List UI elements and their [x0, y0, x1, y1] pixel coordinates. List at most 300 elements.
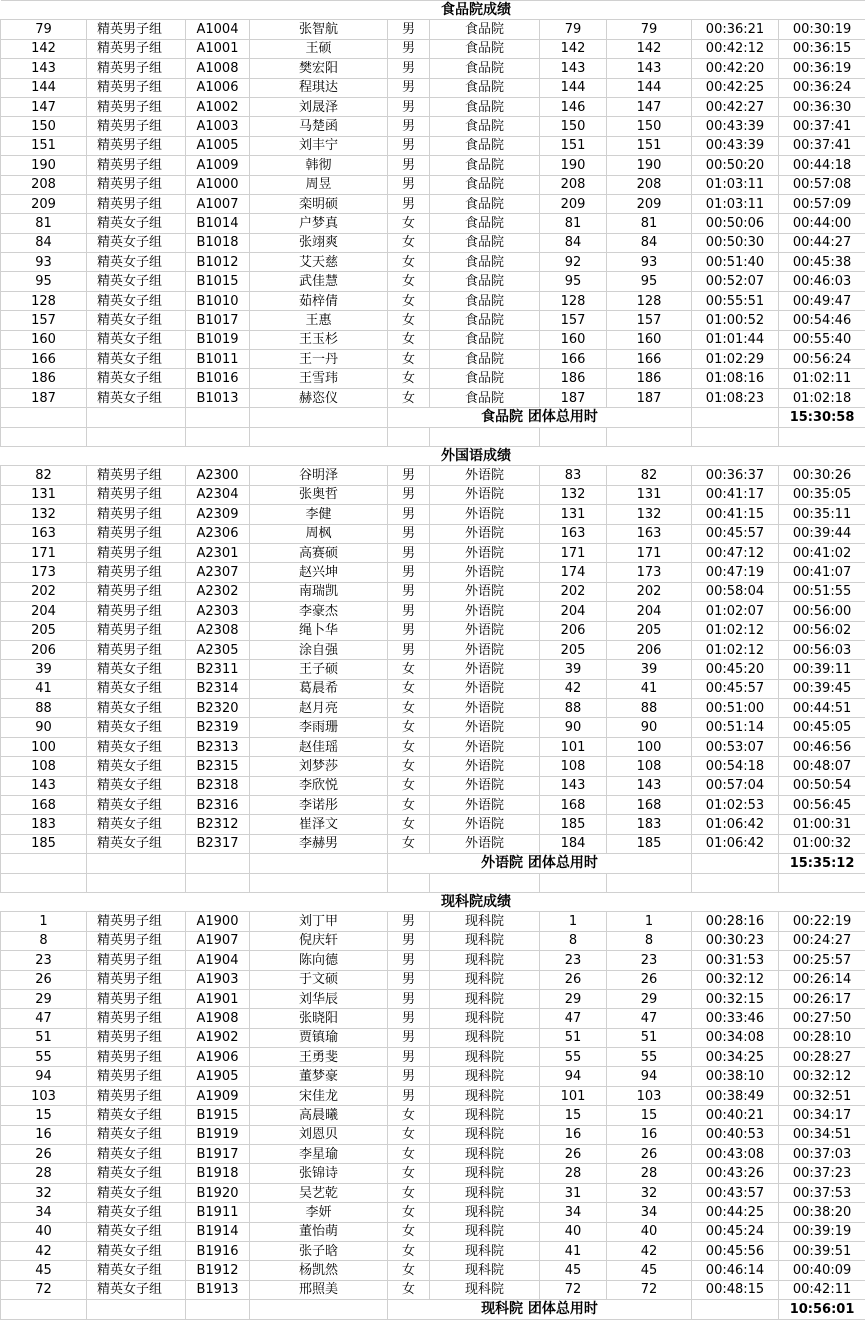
total-spacer-cell — [1, 854, 87, 873]
net-rank-cell: 160 — [607, 330, 692, 349]
table-row — [1, 699, 865, 718]
name-cell: 杨凯然 — [250, 1261, 388, 1280]
net-rank-cell: 40 — [607, 1222, 692, 1241]
rank-cell: 143 — [1, 59, 87, 78]
name-cell: 户梦真 — [250, 214, 388, 233]
gender-cell: 女 — [388, 1222, 430, 1241]
net-time-cell: 00:36:19 — [779, 59, 865, 78]
table-row — [1, 582, 865, 601]
group-cell: 精英女子组 — [87, 350, 186, 369]
gun-rank-cell: 208 — [540, 175, 607, 194]
gun-time-cell: 01:06:42 — [692, 815, 779, 834]
net-time-cell: 00:56:45 — [779, 796, 865, 815]
group-cell: 精英女子组 — [87, 834, 186, 853]
bib-cell: A1908 — [186, 1009, 250, 1028]
bib-cell: B1913 — [186, 1280, 250, 1299]
table-row — [1, 214, 865, 233]
blank-cell — [388, 873, 430, 892]
blank-row — [1, 427, 865, 446]
net-rank-cell: 88 — [607, 699, 692, 718]
bib-cell: A1905 — [186, 1067, 250, 1086]
team-total-time: 10:56:01 — [779, 1300, 865, 1319]
group-cell: 精英女子组 — [87, 1203, 186, 1222]
rank-cell: 41 — [1, 679, 87, 698]
net-rank-cell: 81 — [607, 214, 692, 233]
college-cell: 现科院 — [430, 1067, 540, 1086]
net-time-cell: 00:28:10 — [779, 1028, 865, 1047]
gender-cell: 女 — [388, 815, 430, 834]
bib-cell: A2302 — [186, 582, 250, 601]
name-cell: 倪庆轩 — [250, 931, 388, 950]
rank-cell: 208 — [1, 175, 87, 194]
net-time-cell: 00:37:03 — [779, 1145, 865, 1164]
rank-cell: 82 — [1, 466, 87, 485]
group-cell: 精英女子组 — [87, 1242, 186, 1261]
net-time-cell: 00:39:45 — [779, 679, 865, 698]
bib-cell: B1917 — [186, 1145, 250, 1164]
table-row — [1, 156, 865, 175]
gender-cell: 女 — [388, 718, 430, 737]
gun-rank-cell: 168 — [540, 796, 607, 815]
gender-cell: 男 — [388, 543, 430, 562]
rank-cell: 42 — [1, 1242, 87, 1261]
table-row — [1, 369, 865, 388]
net-time-cell: 00:26:17 — [779, 989, 865, 1008]
gun-rank-cell: 209 — [540, 194, 607, 213]
gender-cell: 男 — [388, 602, 430, 621]
college-cell: 现科院 — [430, 931, 540, 950]
net-time-cell: 00:27:50 — [779, 1009, 865, 1028]
net-time-cell: 00:37:41 — [779, 136, 865, 155]
gun-rank-cell: 34 — [540, 1203, 607, 1222]
gun-time-cell: 00:45:56 — [692, 1242, 779, 1261]
rank-cell: 34 — [1, 1203, 87, 1222]
group-cell: 精英女子组 — [87, 253, 186, 272]
group-cell: 精英男子组 — [87, 20, 186, 39]
rank-cell: 206 — [1, 640, 87, 659]
net-rank-cell: 32 — [607, 1183, 692, 1202]
gun-rank-cell: 26 — [540, 970, 607, 989]
net-time-cell: 00:56:02 — [779, 621, 865, 640]
team-total-time: 15:30:58 — [779, 408, 865, 427]
gun-rank-cell: 84 — [540, 233, 607, 252]
rank-cell: 88 — [1, 699, 87, 718]
bib-cell: A1004 — [186, 20, 250, 39]
group-cell: 精英男子组 — [87, 970, 186, 989]
gender-cell: 女 — [388, 1125, 430, 1144]
gun-rank-cell: 131 — [540, 505, 607, 524]
college-cell: 现科院 — [430, 1242, 540, 1261]
bib-cell: B1912 — [186, 1261, 250, 1280]
net-time-cell: 00:39:11 — [779, 660, 865, 679]
gun-time-cell: 00:45:20 — [692, 660, 779, 679]
table-row — [1, 253, 865, 272]
table-row — [1, 1009, 865, 1028]
net-time-cell: 00:44:51 — [779, 699, 865, 718]
gender-cell: 男 — [388, 485, 430, 504]
name-cell: 绳卜华 — [250, 621, 388, 640]
gun-rank-cell: 143 — [540, 59, 607, 78]
gun-rank-cell: 45 — [540, 1261, 607, 1280]
blank-cell — [540, 427, 607, 446]
net-rank-cell: 72 — [607, 1280, 692, 1299]
bib-cell: B1911 — [186, 1203, 250, 1222]
net-rank-cell: 100 — [607, 737, 692, 756]
gender-cell: 女 — [388, 776, 430, 795]
gun-rank-cell: 143 — [540, 776, 607, 795]
college-cell: 外语院 — [430, 815, 540, 834]
gun-rank-cell: 42 — [540, 679, 607, 698]
gun-time-cell: 00:45:24 — [692, 1222, 779, 1241]
total-spacer-cell — [250, 408, 388, 427]
net-rank-cell: 128 — [607, 291, 692, 310]
gender-cell: 男 — [388, 117, 430, 136]
gun-rank-cell: 171 — [540, 543, 607, 562]
college-cell: 外语院 — [430, 796, 540, 815]
bib-cell: B2312 — [186, 815, 250, 834]
table-row — [1, 970, 865, 989]
gender-cell: 女 — [388, 1280, 430, 1299]
section-title-spacer — [1, 446, 87, 465]
gun-rank-cell: 157 — [540, 311, 607, 330]
gender-cell: 男 — [388, 505, 430, 524]
team-total-time: 15:35:12 — [779, 854, 865, 873]
net-rank-cell: 183 — [607, 815, 692, 834]
college-cell: 食品院 — [430, 78, 540, 97]
bib-cell: B1017 — [186, 311, 250, 330]
rank-cell: 100 — [1, 737, 87, 756]
table-row — [1, 388, 865, 407]
total-spacer-cell — [692, 408, 779, 427]
college-cell: 外语院 — [430, 757, 540, 776]
bib-cell: A2306 — [186, 524, 250, 543]
college-cell: 现科院 — [430, 1261, 540, 1280]
group-cell: 精英女子组 — [87, 776, 186, 795]
gender-cell: 女 — [388, 233, 430, 252]
group-cell: 精英女子组 — [87, 272, 186, 291]
net-time-cell: 00:44:00 — [779, 214, 865, 233]
bib-cell: B2311 — [186, 660, 250, 679]
gender-cell: 男 — [388, 1067, 430, 1086]
name-cell: 程琪达 — [250, 78, 388, 97]
college-cell: 食品院 — [430, 350, 540, 369]
gender-cell: 女 — [388, 1242, 430, 1261]
gender-cell: 女 — [388, 272, 430, 291]
gun-time-cell: 00:51:14 — [692, 718, 779, 737]
college-cell: 食品院 — [430, 136, 540, 155]
college-cell: 食品院 — [430, 272, 540, 291]
bib-cell: A1904 — [186, 951, 250, 970]
gun-time-cell: 00:43:26 — [692, 1164, 779, 1183]
gun-rank-cell: 92 — [540, 253, 607, 272]
bib-cell: B1920 — [186, 1183, 250, 1202]
blank-row — [1, 873, 865, 892]
gun-rank-cell: 101 — [540, 737, 607, 756]
net-time-cell: 00:44:18 — [779, 156, 865, 175]
rank-cell: 40 — [1, 1222, 87, 1241]
bib-cell: A2300 — [186, 466, 250, 485]
gun-time-cell: 00:46:14 — [692, 1261, 779, 1280]
name-cell: 于文硕 — [250, 970, 388, 989]
net-rank-cell: 42 — [607, 1242, 692, 1261]
rank-cell: 157 — [1, 311, 87, 330]
gun-time-cell: 01:02:12 — [692, 640, 779, 659]
gun-rank-cell: 79 — [540, 20, 607, 39]
name-cell: 高赛硕 — [250, 543, 388, 562]
rank-cell: 204 — [1, 602, 87, 621]
college-cell: 现科院 — [430, 1086, 540, 1105]
gender-cell: 男 — [388, 175, 430, 194]
gender-cell: 男 — [388, 1086, 430, 1105]
rank-cell: 103 — [1, 1086, 87, 1105]
gun-rank-cell: 41 — [540, 1242, 607, 1261]
gender-cell: 男 — [388, 640, 430, 659]
gun-time-cell: 01:00:52 — [692, 311, 779, 330]
table-row — [1, 1183, 865, 1202]
group-cell: 精英男子组 — [87, 563, 186, 582]
group-cell: 精英男子组 — [87, 931, 186, 950]
net-rank-cell: 209 — [607, 194, 692, 213]
net-rank-cell: 205 — [607, 621, 692, 640]
net-rank-cell: 45 — [607, 1261, 692, 1280]
group-cell: 精英女子组 — [87, 1164, 186, 1183]
group-cell: 精英男子组 — [87, 1086, 186, 1105]
net-time-cell: 00:40:09 — [779, 1261, 865, 1280]
blank-cell — [388, 427, 430, 446]
net-rank-cell: 51 — [607, 1028, 692, 1047]
name-cell: 宋佳龙 — [250, 1086, 388, 1105]
college-cell: 外语院 — [430, 543, 540, 562]
rank-cell: 47 — [1, 1009, 87, 1028]
gun-time-cell: 00:33:46 — [692, 1009, 779, 1028]
rank-cell: 168 — [1, 796, 87, 815]
blank-cell — [430, 873, 540, 892]
gun-rank-cell: 31 — [540, 1183, 607, 1202]
blank-cell — [540, 873, 607, 892]
college-cell: 外语院 — [430, 602, 540, 621]
group-cell: 精英女子组 — [87, 1145, 186, 1164]
rank-cell: 171 — [1, 543, 87, 562]
table-row — [1, 931, 865, 950]
gun-time-cell: 00:51:00 — [692, 699, 779, 718]
gun-rank-cell: 166 — [540, 350, 607, 369]
gun-time-cell: 00:45:57 — [692, 524, 779, 543]
net-rank-cell: 84 — [607, 233, 692, 252]
table-row — [1, 1222, 865, 1241]
gender-cell: 女 — [388, 737, 430, 756]
net-time-cell: 00:57:09 — [779, 194, 865, 213]
rank-cell: 205 — [1, 621, 87, 640]
gender-cell: 男 — [388, 39, 430, 58]
net-time-cell: 01:02:18 — [779, 388, 865, 407]
college-cell: 现科院 — [430, 1222, 540, 1241]
name-cell: 董梦豪 — [250, 1067, 388, 1086]
name-cell: 张子晗 — [250, 1242, 388, 1261]
name-cell: 王硕 — [250, 39, 388, 58]
blank-cell — [779, 427, 865, 446]
gender-cell: 男 — [388, 970, 430, 989]
bib-cell: A1003 — [186, 117, 250, 136]
gun-time-cell: 00:42:25 — [692, 78, 779, 97]
rank-cell: 90 — [1, 718, 87, 737]
rank-cell: 151 — [1, 136, 87, 155]
bib-cell: B1019 — [186, 330, 250, 349]
net-rank-cell: 39 — [607, 660, 692, 679]
college-cell: 外语院 — [430, 582, 540, 601]
gun-time-cell: 00:42:12 — [692, 39, 779, 58]
name-cell: 马楚函 — [250, 117, 388, 136]
section-title: 现科院成绩 — [87, 892, 865, 911]
gun-rank-cell: 163 — [540, 524, 607, 543]
gun-time-cell: 00:54:18 — [692, 757, 779, 776]
net-rank-cell: 166 — [607, 350, 692, 369]
college-cell: 食品院 — [430, 156, 540, 175]
net-time-cell: 00:55:40 — [779, 330, 865, 349]
gender-cell: 男 — [388, 97, 430, 116]
net-rank-cell: 147 — [607, 97, 692, 116]
gender-cell: 男 — [388, 136, 430, 155]
name-cell: 李诺彤 — [250, 796, 388, 815]
gun-time-cell: 00:36:37 — [692, 466, 779, 485]
net-time-cell: 00:26:14 — [779, 970, 865, 989]
gun-time-cell: 00:47:12 — [692, 543, 779, 562]
net-time-cell: 00:36:15 — [779, 39, 865, 58]
blank-cell — [186, 873, 250, 892]
table-row — [1, 194, 865, 213]
bib-cell: B2317 — [186, 834, 250, 853]
gender-cell: 男 — [388, 1028, 430, 1047]
table-row — [1, 311, 865, 330]
group-cell: 精英男子组 — [87, 156, 186, 175]
group-cell: 精英男子组 — [87, 602, 186, 621]
gun-rank-cell: 160 — [540, 330, 607, 349]
gender-cell: 女 — [388, 1106, 430, 1125]
bib-cell: A2307 — [186, 563, 250, 582]
name-cell: 王一丹 — [250, 350, 388, 369]
group-cell: 精英女子组 — [87, 1125, 186, 1144]
blank-cell — [692, 427, 779, 446]
gun-time-cell: 01:03:11 — [692, 194, 779, 213]
section-title-row — [1, 892, 865, 911]
net-time-cell: 00:51:55 — [779, 582, 865, 601]
team-total-row — [1, 408, 865, 427]
table-row — [1, 524, 865, 543]
name-cell: 张翊爽 — [250, 233, 388, 252]
net-rank-cell: 163 — [607, 524, 692, 543]
table-row — [1, 1067, 865, 1086]
bib-cell: B2313 — [186, 737, 250, 756]
name-cell: 刘晟泽 — [250, 97, 388, 116]
net-time-cell: 00:41:07 — [779, 563, 865, 582]
college-cell: 外语院 — [430, 466, 540, 485]
gun-time-cell: 00:57:04 — [692, 776, 779, 795]
college-cell: 外语院 — [430, 505, 540, 524]
rank-cell: 23 — [1, 951, 87, 970]
gender-cell: 男 — [388, 59, 430, 78]
college-cell: 外语院 — [430, 679, 540, 698]
name-cell: 李豪杰 — [250, 602, 388, 621]
gender-cell: 男 — [388, 20, 430, 39]
net-time-cell: 00:44:27 — [779, 233, 865, 252]
gun-rank-cell: 55 — [540, 1048, 607, 1067]
rank-cell: 26 — [1, 970, 87, 989]
rank-cell: 94 — [1, 1067, 87, 1086]
gun-rank-cell: 150 — [540, 117, 607, 136]
name-cell: 刘梦莎 — [250, 757, 388, 776]
team-total-label: 现科院 团体总用时 — [388, 1300, 692, 1319]
gun-time-cell: 00:41:15 — [692, 505, 779, 524]
name-cell: 王雪玮 — [250, 369, 388, 388]
college-cell: 食品院 — [430, 369, 540, 388]
college-cell: 现科院 — [430, 1048, 540, 1067]
net-time-cell: 00:32:12 — [779, 1067, 865, 1086]
group-cell: 精英女子组 — [87, 330, 186, 349]
rank-cell: 144 — [1, 78, 87, 97]
table-row — [1, 951, 865, 970]
gender-cell: 男 — [388, 931, 430, 950]
table-row — [1, 505, 865, 524]
name-cell: 王玉杉 — [250, 330, 388, 349]
gun-time-cell: 00:28:16 — [692, 912, 779, 931]
net-time-cell: 00:49:47 — [779, 291, 865, 310]
table-row — [1, 1048, 865, 1067]
group-cell: 精英女子组 — [87, 1183, 186, 1202]
team-total-row — [1, 854, 865, 873]
gender-cell: 女 — [388, 699, 430, 718]
gender-cell: 男 — [388, 466, 430, 485]
gun-rank-cell: 8 — [540, 931, 607, 950]
rank-cell: 166 — [1, 350, 87, 369]
net-rank-cell: 151 — [607, 136, 692, 155]
bib-cell: B2316 — [186, 796, 250, 815]
name-cell: 张智航 — [250, 20, 388, 39]
college-cell: 外语院 — [430, 563, 540, 582]
gun-rank-cell: 72 — [540, 1280, 607, 1299]
gun-rank-cell: 132 — [540, 485, 607, 504]
net-rank-cell: 23 — [607, 951, 692, 970]
total-spacer-cell — [186, 1300, 250, 1319]
name-cell: 刘恩贝 — [250, 1125, 388, 1144]
net-rank-cell: 79 — [607, 20, 692, 39]
team-total-row — [1, 1300, 865, 1319]
net-time-cell: 00:48:07 — [779, 757, 865, 776]
bib-cell: A2303 — [186, 602, 250, 621]
net-rank-cell: 187 — [607, 388, 692, 407]
gun-time-cell: 00:40:53 — [692, 1125, 779, 1144]
name-cell: 赵佳瑶 — [250, 737, 388, 756]
table-row — [1, 1242, 865, 1261]
rank-cell: 51 — [1, 1028, 87, 1047]
table-row — [1, 543, 865, 562]
gun-time-cell: 00:30:23 — [692, 931, 779, 950]
name-cell: 谷明泽 — [250, 466, 388, 485]
gun-time-cell: 01:02:53 — [692, 796, 779, 815]
name-cell: 赵兴坤 — [250, 563, 388, 582]
total-spacer-cell — [186, 408, 250, 427]
rank-cell: 32 — [1, 1183, 87, 1202]
net-time-cell: 00:57:08 — [779, 175, 865, 194]
college-cell: 食品院 — [430, 194, 540, 213]
net-rank-cell: 94 — [607, 1067, 692, 1086]
gun-time-cell: 00:50:30 — [692, 233, 779, 252]
group-cell: 精英男子组 — [87, 989, 186, 1008]
group-cell: 精英女子组 — [87, 311, 186, 330]
rank-cell: 185 — [1, 834, 87, 853]
gender-cell: 男 — [388, 951, 430, 970]
group-cell: 精英女子组 — [87, 660, 186, 679]
net-rank-cell: 108 — [607, 757, 692, 776]
bib-cell: A1006 — [186, 78, 250, 97]
